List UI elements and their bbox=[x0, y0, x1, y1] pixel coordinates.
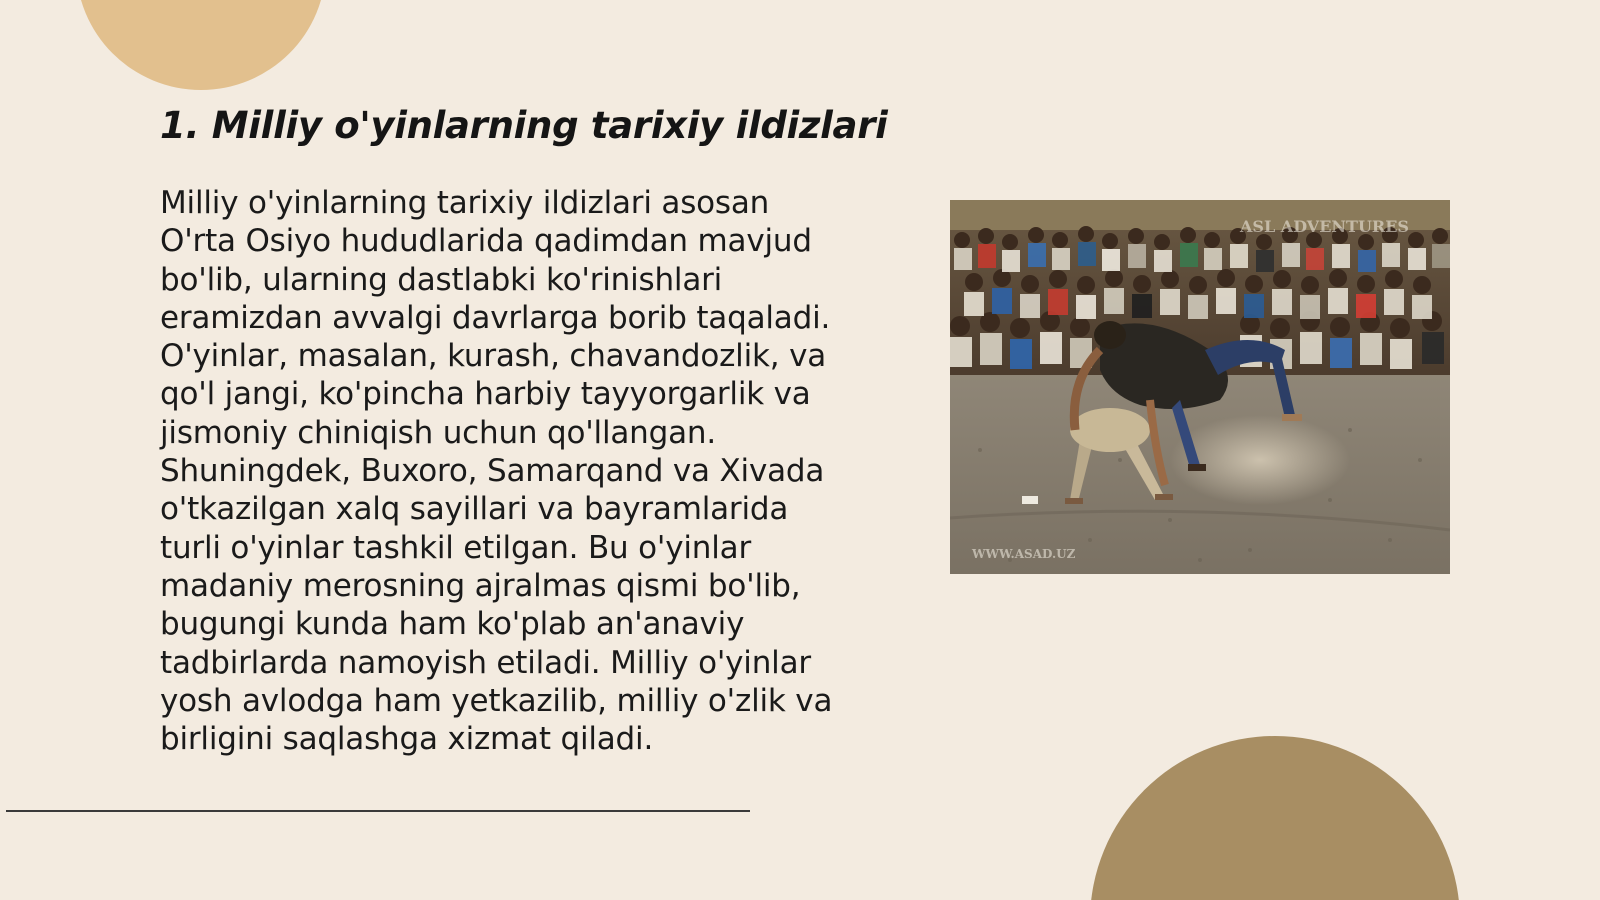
slide-title: 1. Milliy o'yinlarning tarixiy ildizlari bbox=[160, 104, 888, 147]
photo-watermark-bottom: WWW.ASAD.UZ bbox=[972, 547, 1076, 561]
ground-object bbox=[1022, 496, 1038, 504]
decorative-circle-top bbox=[76, 0, 326, 90]
decorative-circle-bottom bbox=[1090, 736, 1460, 900]
photo-watermark-top: ASL ADVENTURES bbox=[1240, 217, 1409, 236]
kurash-wrestling-photo bbox=[950, 200, 1450, 574]
divider-line bbox=[6, 810, 750, 812]
slide-body-text: Milliy o'yinlarning tarixiy ildizlari asosan O'rta Osiyo hududlarida qadimdan mavjud bo'lib, ularning dastlabki ko'rinishlari eramizdan avvalgi davrlarga borib taqaladi. O'yinlar, masalan, kurash, chavandozlik, va qo'l jangi, ko'pincha harbiy tayyorgarlik va jismoniy chiniqish uchun qo'llangan. Shuningdek, Buxoro, Samarqand va Xivada o'tkazilgan xalq sayillari va bayramlarida turli o'yinlar tashkil etilgan. Bu o'yinlar madaniy merosning ajralmas qismi bo'lib, bugungi kunda ham ko'plab an'anaviy tadbirlarda namoyish etiladi. Milliy o'yinlar yosh avlodga ham yetkazilib, milliy o'zlik va birligini saqlashga xizmat qiladi. bbox=[160, 185, 833, 758]
